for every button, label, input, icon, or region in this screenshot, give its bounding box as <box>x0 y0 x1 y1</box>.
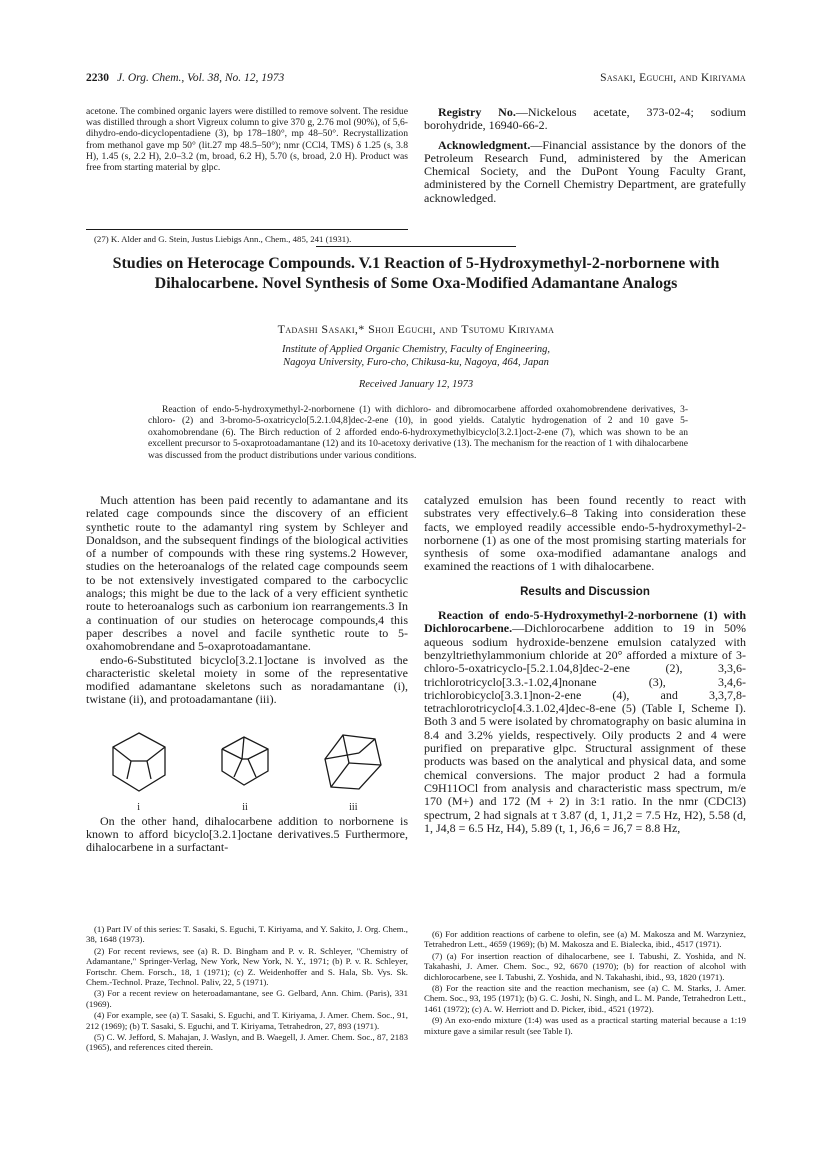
acknowledgment-paragraph <box>424 139 746 205</box>
prev-article-right <box>424 106 746 205</box>
journal-citation: J. Org. Chem., Vol. 38, No. 12, 1973 <box>117 72 285 84</box>
registry-text: —Nickelous acetate, 373-02-4; sodium borohydride, 16940-66-2. <box>424 105 747 133</box>
results-paragraph <box>424 609 746 835</box>
footnote-6: (6) For addition reactions of carbene to olefin, see (a) M. Makosza and M. Warzyniez, Tetrahedron Lett., 4659 (1969); (b) M. Makosza and E. Bialecka, ibid., 4517 (1971). <box>424 929 746 950</box>
footnote-8: (8) For the reaction site and the reaction mechanism, see (a) C. M. Starks, J. Amer. Chem. Soc., 93, 195 (1971); (b) G. C. Joshi, N. Singh, and L. M. Pande, Tetrahedron Lett., 1461 (1972); (c) A. W. Herriott and D. Picker, ibid., 4521 (1972). <box>424 983 746 1014</box>
footnote-9: (9) An exo-endo mixture (1:4) was used as a practical starting material because a 1:19 mixture gave a similar result (see Table I). <box>424 1015 746 1036</box>
footnotes-right <box>424 929 746 1037</box>
footnote-4: (4) For example, see (a) T. Sasaki, S. Eguchi, and T. Kiriyama, J. Amer. Chem. Soc., 91, 212 (1969); (b) T. Sasaki, S. Eguchi, and T. Kiriyama, Tetrahedron, 27, 893 (1971). <box>86 1010 408 1031</box>
footnote-27: (27) K. Alder and G. Stein, Justus Liebigs Ann., Chem., 485, 241 (1931). <box>94 234 352 244</box>
intro-paragraph-1: Much attention has been paid recently to adamantane and its related cage compounds since the discovery of an efficient synthetic route to the adamantyl ring system by Schleyer and Donaldson, and the subsequent findings of the biological activities of a number of compounds with these ring systems.2 However, studies on the heteroanalogs of the related cage compounds seem to be not extensively investigated compared to the carbocyclic analogs; this might be due to the lack of a very efficient synthetic route to heteroanalogs such as carbonium ion rearrangements.3 In a continuation of our studies on heterocage compounds,4 this paper describes a novel and facile synthetic route to 5-oxahomobrendane and 5-oxaprotoadamantane. <box>86 493 408 654</box>
main-right-column <box>424 494 746 835</box>
affiliation-line-1: Institute of Applied Organic Chemistry, Faculty of Engineering, <box>281 344 550 355</box>
footnotes-left <box>86 924 408 1054</box>
affiliation <box>86 344 746 369</box>
article-separator <box>316 246 516 247</box>
twistane-drawing <box>212 729 278 799</box>
structure-label-ii: ii <box>242 802 248 814</box>
registry-label: Registry No. <box>438 105 516 119</box>
footnote-1: (1) Part IV of this series: T. Sasaki, S. Eguchi, T. Kiriyama, and Y. Sakito, J. Org. Chem., 38, 1648 (1973). <box>86 924 408 945</box>
prev-article-experimental <box>86 106 408 173</box>
results-text: —Dichlorocarbene addition to 19 in 50% aqueous sodium hydroxide-benzene emulsion catalyzed with benzyltriethylammonium chloride at 20° afforded a mixture of 3-chloro-5-oxatricyclo-[5.2.1.04,8]dec-2-ene (2), 3,3,6-trichlorotricyclo[3.3.-1.02,4]nonane (3), 3,4,6-trichlorobicyclo[3.3.1]non-2-ene (4), and 3,3,7,8-tetrachlorotricyclo[4.3.1.02,4]dec-8-ene (5) (Table I, Scheme I). Both 3 and 5 were isolated by chromatography on basic alumina in 8.4 and 3.2% yields, respectively. Oily products 2 and 4 were purified on preparative glpc. Structural assignment of these products was based on the analytical and physical data, and some chemical conversions. The major product 2 had a formula C9H11OCl from analysis and characteristic mass spectrum, m/e 170 (M+) and 172 (M + 2) in 3:1 ratio. In the nmr (CDCl3) spectrum, 2 had signals at τ 3.87 (d, 1, J1,2 = 7.5 Hz, H2), 5.58 (d, 1, J4,8 = 6.5 Hz, H4), 5.89 (t, 1, J6,6 = J6,7 = 8.8 Hz, <box>424 621 746 835</box>
registry-paragraph <box>424 106 746 133</box>
structure-figure <box>86 715 408 815</box>
footnote-7: (7) (a) For insertion reaction of dihalocarbene, see I. Tabushi, Z. Yoshida, and N. Takahashi, J. Amer. Chem. Soc., 92, 6670 (1970); (b) for reaction of alcohol with dichlorocarbene, see I. Tabushi, Z. Yoshida, and N. Takahashi, ibid., 93, 1820 (1971). <box>424 950 746 982</box>
received-date: Received January 12, 1973 <box>358 379 474 390</box>
ack-label: Acknowledgment. <box>438 137 531 152</box>
header-left <box>86 72 284 84</box>
article-title: Studies on Heterocage Compounds. V.1 Reaction of 5-Hydroxymethyl-2-norbornene with Dihalocarbene. Novel Synthesis of Some Oxa-Modified Adamantane Analogs <box>112 255 720 292</box>
affiliation-line-2: Nagoya University, Furo-cho, Chikusa-ku, Nagoya, 464, Japan <box>283 356 549 368</box>
article-authors: Tadashi Sasaki,* Shoji Eguchi, and Tsutomu Kiriyama <box>277 322 555 336</box>
intro-paragraph-3: On the other hand, dihalocarbene addition to norbornene is known to afford bicyclo[3.2.1]octane derivatives.5 Furthermore, dihalocarbene in a surfactant- <box>86 813 408 855</box>
subheading: Reaction of endo-5-Hydroxymethyl-2-norbornene (1) with Dichlorocarbene. <box>424 608 746 636</box>
right-paragraph-1: catalyzed emulsion has been found recently to react with substrates very effectively.6–8 Taking into consideration these facts, we employed readily accessible endo-5-hydroxymethyl-2-norbornene (1) as one of the most promising starting materials for synthesis of some oxa-modified adamantane analogs and examined the reactions of 1 with dihalocarbene. <box>424 493 746 574</box>
footnote-5: (5) C. W. Jefford, S. Mahajan, J. Waslyn, and B. Waegell, J. Amer. Chem. Soc., 87, 2183 (1965), and references cited therein. <box>86 1032 408 1053</box>
protoadamantane-drawing <box>319 729 387 799</box>
noradamantane-drawing <box>107 729 171 799</box>
structure-label-i: i <box>137 802 141 814</box>
intro-paragraph-2: endo-6-Substituted bicyclo[3.2.1]octane is involved as the characteristic skeletal moiety in some of the representative modified adamantane skeletons such as noradamantane (i), twistane (ii), and protoadamantane (iii). <box>86 652 408 707</box>
running-header <box>86 72 746 88</box>
ack-text: —Financial assistance by the donors of the Petroleum Research Fund, administered by the American Chemical Society, and the DuPont Young Faculty Grant, administered by the Cornell Chemistry Department, are gratefully acknowledged. <box>424 137 746 205</box>
footnote-rule <box>86 229 408 230</box>
structure-label-iii: iii <box>349 802 358 814</box>
structure-twistane <box>212 729 278 814</box>
abstract: Reaction of endo-5-hydroxymethyl-2-norbornene (1) with dichloro- and dibromocarbene afforded oxahomobrendene derivatives, 3-chloro- (2) and 3-bromo-5-oxatricyclo[5.2.1.04,8]dec-2-ene (10), in good yields. Catalytic hydrogenation of 2 and 10 gave 5-oxahomobrendane (6). The Birch reduction of 2 afforded endo-6-hydroxymethylbicyclo[3.2.1]oct-2-ene (7), which was shown to be an excellent precursor to 5-oxaprotoadamantane (12) and its 10-acetoxy derivative (13). The mechanism for the reaction of 1 with dihalocarbene was discussed from the product distributions under various conditions. <box>148 405 688 461</box>
structure-noradamantane <box>107 729 171 814</box>
section-heading-results: Results and Discussion <box>520 585 650 598</box>
footnote-2: (2) For recent reviews, see (a) R. D. Bingham and P. v. R. Schleyer, "Chemistry of Adamantane," Springer-Verlag, New York, New York, N. Y., 1971; (b) P. v. R. Schleyer, Fortschr. Chem. Forsch., 18, 1 (1971); (c) Z. Weidenhoffer and S. Hala, Sb. Vys. Sk. Chem.-Technol. Praze, Technol. Paliv, 22, 5 (1971). <box>86 945 408 988</box>
page-number: 2230 <box>86 72 109 84</box>
prev-article-footnote <box>86 234 408 245</box>
structure-protoadamantane <box>319 729 387 814</box>
main-left-column <box>86 494 408 855</box>
header-authors: Sasaki, Eguchi, and Kiriyama <box>600 72 746 84</box>
footnote-3: (3) For a recent review on heteroadamantane, see G. Gelbard, Ann. Chim. (Paris), 331 (1969). <box>86 988 408 1009</box>
experimental-text: acetone. The combined organic layers were distilled to remove solvent. The residue was distilled through a short Vigreux column to give 370 g, 2.76 mol (90%), of 5,6-dihydro-endo-dicyclopentadiene (3), bp 178–180°, mp 48–50°. Recrystallization from methanol gave mp 50° (lit.27 mp 48.5–50°); nmr (CCl4, TMS) δ 1.25 (s, 3.8 H), 1.45 (s, 2.2 H), 2.0–3.2 (m, broad, 6.2 H), 5.70 (s, broad, 2.0 H). Product was free from starting material by glpc. <box>86 106 408 174</box>
